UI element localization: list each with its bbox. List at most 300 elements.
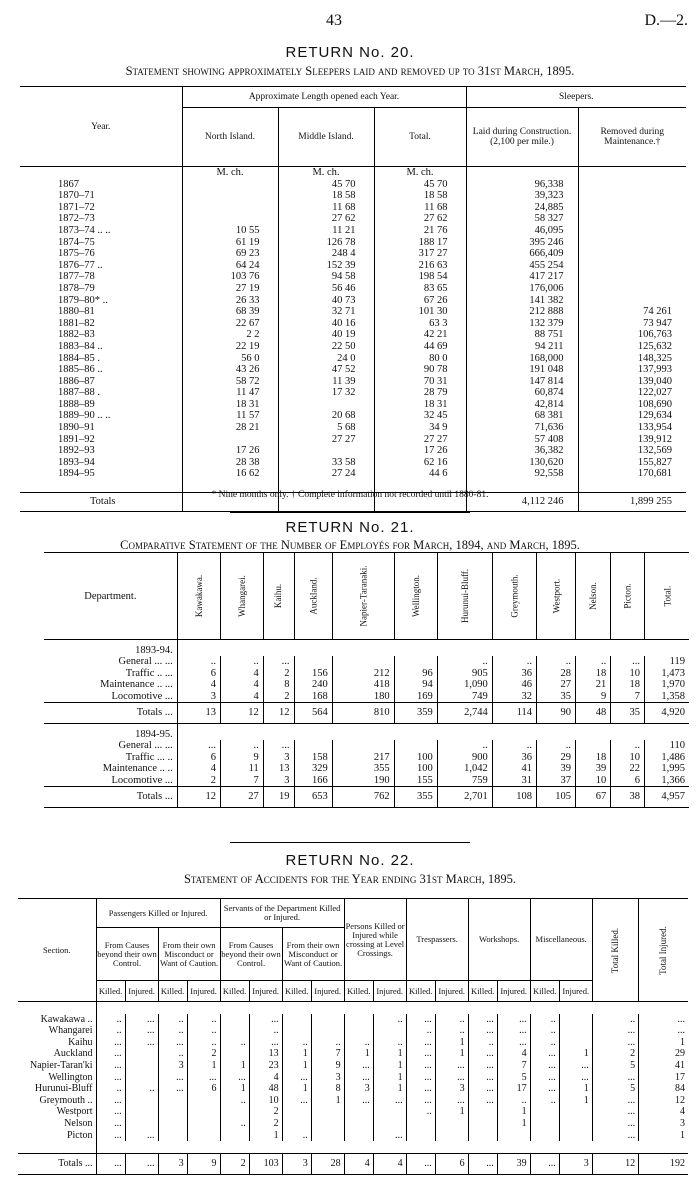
total-cell: 564 bbox=[294, 703, 332, 724]
cell: 2 bbox=[187, 1048, 220, 1060]
units-total: M. ch. bbox=[374, 167, 466, 179]
cell-north-island: 69 23 bbox=[182, 248, 278, 260]
cell-year: 1882–83 bbox=[58, 329, 95, 341]
cell-removed bbox=[578, 237, 686, 249]
cell: 3 bbox=[177, 691, 220, 703]
cell: 1 bbox=[344, 1048, 373, 1060]
cell: .. bbox=[435, 1025, 468, 1037]
cell: 27 bbox=[537, 679, 576, 691]
total-cell: 12 bbox=[220, 703, 263, 724]
cell-year: 1891–92 bbox=[58, 433, 95, 445]
cell-north-island bbox=[182, 190, 278, 202]
cell-laid: 57 408 bbox=[466, 434, 578, 446]
cell: 3 bbox=[263, 752, 294, 764]
cell: 36 bbox=[492, 752, 536, 764]
cell: ... bbox=[263, 740, 294, 752]
cell bbox=[559, 1014, 592, 1026]
cell: 2 bbox=[263, 668, 294, 680]
cell: 110 bbox=[644, 740, 689, 752]
cell: ... bbox=[497, 1025, 530, 1037]
cell: 6 bbox=[177, 752, 220, 764]
cell-laid: 130,620 bbox=[466, 457, 578, 469]
cell bbox=[187, 1118, 220, 1130]
cell: 10 bbox=[576, 775, 611, 787]
injured-col-header: Injured. bbox=[497, 981, 530, 1002]
cell bbox=[332, 740, 394, 752]
cell bbox=[311, 1118, 344, 1130]
cell bbox=[435, 1118, 468, 1130]
divider bbox=[230, 512, 470, 513]
cell: ... bbox=[468, 1025, 497, 1037]
cell: 900 bbox=[437, 752, 492, 764]
killed-col-header: Killed. bbox=[530, 981, 559, 1002]
cell: ... bbox=[125, 1037, 158, 1049]
cell-laid: 141 382 bbox=[466, 295, 578, 307]
table-row bbox=[20, 260, 686, 272]
total-cell: 359 bbox=[394, 703, 437, 724]
cell-north-island: 18 31 bbox=[182, 399, 278, 411]
cell: 240 bbox=[294, 679, 332, 691]
cell: ... bbox=[435, 1095, 468, 1107]
cell-middle-island: 18 58 bbox=[278, 190, 374, 202]
cell: 168 bbox=[294, 691, 332, 703]
cell: ... bbox=[282, 1072, 311, 1084]
total-killed-header: Total Killed. bbox=[609, 927, 620, 973]
cell-year: 1873–74 .. .. bbox=[58, 224, 111, 236]
year-1893-94: 1893-94. bbox=[135, 644, 173, 656]
cell-total: 32 45 bbox=[374, 410, 466, 422]
pass-misconduct-header: From their own Misconduct or Want of Caution. bbox=[158, 928, 220, 981]
return-20-footnote: * Nine months only. † Complete information not recorded until 1880-81. bbox=[211, 490, 489, 500]
cell bbox=[282, 1106, 311, 1118]
cell: ... bbox=[158, 1037, 187, 1049]
row-label: Hurunui-Bluff bbox=[34, 1083, 93, 1095]
laid-header: Laid during Construction. (2,100 per mile.) bbox=[466, 108, 578, 167]
cell: ... bbox=[639, 1014, 688, 1026]
cell bbox=[294, 740, 332, 752]
cell-removed: 106,763 bbox=[578, 329, 686, 341]
cell: 3 bbox=[158, 1060, 187, 1072]
cell-laid: 24,885 bbox=[466, 202, 578, 214]
return-20-table bbox=[20, 86, 686, 512]
table-row bbox=[20, 329, 686, 341]
total-cell: ... bbox=[406, 1153, 435, 1174]
servants-header: Servants of the Department Killed or Injured. bbox=[220, 899, 344, 928]
total-cell: 27 bbox=[220, 787, 263, 808]
cell-north-island: 61 19 bbox=[182, 237, 278, 249]
total-cell: 9 bbox=[187, 1153, 220, 1174]
cell: ... bbox=[249, 1037, 282, 1049]
cell: 1,090 bbox=[437, 679, 492, 691]
cell: .. bbox=[187, 1014, 220, 1026]
cell: .. bbox=[177, 656, 220, 668]
cell-middle-island: 11 21 bbox=[278, 225, 374, 237]
cell-laid: 666,409 bbox=[466, 248, 578, 260]
cell-laid: 71,636 bbox=[466, 422, 578, 434]
cell-north-island: 27 19 bbox=[182, 283, 278, 295]
cell-removed bbox=[578, 225, 686, 237]
cell: 158 bbox=[294, 752, 332, 764]
row-label: Maintenance .. .. bbox=[102, 763, 173, 774]
column-label: Total. bbox=[661, 585, 672, 606]
cell: ... bbox=[592, 1037, 638, 1049]
cell-year: 1879–80* .. bbox=[58, 294, 108, 306]
totals-label: Totals ... bbox=[44, 703, 177, 724]
cell: 36 bbox=[492, 668, 536, 680]
cell-middle-island: 20 68 bbox=[278, 410, 374, 422]
cell-removed bbox=[578, 202, 686, 214]
row-label: Traffic .. ... bbox=[125, 667, 173, 679]
dept-col-header bbox=[537, 553, 576, 640]
dept-col-header bbox=[332, 553, 394, 640]
cell bbox=[344, 1106, 373, 1118]
cell bbox=[576, 740, 611, 752]
row-label: General ... ... bbox=[118, 656, 173, 667]
killed-col-header: Killed. bbox=[282, 981, 311, 1002]
cell: 4 bbox=[220, 668, 263, 680]
cell: 41 bbox=[639, 1060, 688, 1072]
cell-laid: 96,338 bbox=[466, 179, 578, 191]
cell: 217 bbox=[332, 752, 394, 764]
cell bbox=[559, 1037, 592, 1049]
table-row bbox=[18, 1060, 688, 1072]
total-cell: 19 bbox=[263, 787, 294, 808]
cell: ... bbox=[497, 1014, 530, 1026]
cell bbox=[559, 1106, 592, 1118]
cell-year: 1883–84 .. bbox=[58, 340, 103, 352]
table-row bbox=[20, 445, 686, 457]
cell bbox=[311, 1106, 344, 1118]
cell: ... bbox=[344, 1072, 373, 1084]
total-cell: 2,744 bbox=[437, 703, 492, 724]
total-cell: 13 bbox=[177, 703, 220, 724]
cell: ... bbox=[96, 1072, 125, 1084]
cell-north-island: 16 62 bbox=[182, 468, 278, 480]
passengers-header: Passengers Killed or Injured. bbox=[96, 899, 220, 928]
cell: .. bbox=[611, 740, 645, 752]
cell: 355 bbox=[332, 763, 394, 775]
cell: .. bbox=[220, 1118, 249, 1130]
table-row bbox=[20, 283, 686, 295]
cell-middle-island: 126 78 bbox=[278, 237, 374, 249]
cell-total: 317 27 bbox=[374, 248, 466, 260]
column-label: Whangarei. bbox=[236, 574, 247, 617]
cell: 1,366 bbox=[644, 775, 689, 787]
cell-year: 1893–94 bbox=[58, 456, 95, 468]
injured-col-header: Injured. bbox=[311, 981, 344, 1002]
cell: 6 bbox=[177, 668, 220, 680]
serv-misconduct-header: From their own Misconduct or Want of Caution. bbox=[282, 928, 344, 981]
cell: .. bbox=[530, 1037, 559, 1049]
cell: 94 bbox=[394, 679, 437, 691]
cell: 1 bbox=[373, 1060, 406, 1072]
total-cell: ... bbox=[468, 1153, 497, 1174]
total-cell: 90 bbox=[537, 703, 576, 724]
department-header: Department. bbox=[44, 553, 177, 640]
cell: 2 bbox=[177, 775, 220, 787]
table-row bbox=[18, 1130, 688, 1142]
cell: 1,995 bbox=[644, 763, 689, 775]
cell: 18 bbox=[576, 752, 611, 764]
cell bbox=[497, 1130, 530, 1142]
injured-col-header: Injured. bbox=[249, 981, 282, 1002]
cell-year: 1878–79 bbox=[58, 282, 95, 294]
cell-year: 1876–77 .. bbox=[58, 259, 103, 271]
cell-year: 1890–91 bbox=[58, 422, 95, 434]
cell-laid: 39,323 bbox=[466, 190, 578, 202]
cell-year: 1874–75 bbox=[58, 236, 95, 248]
cell: ... bbox=[592, 1072, 638, 1084]
row-label: Greymouth .. bbox=[39, 1094, 93, 1106]
cell-laid: 88 751 bbox=[466, 329, 578, 341]
cell: 32 bbox=[492, 691, 536, 703]
cell: .. bbox=[437, 656, 492, 668]
cell: 1,486 bbox=[644, 752, 689, 764]
total-cell: 4,920 bbox=[644, 703, 689, 724]
cell bbox=[373, 1025, 406, 1037]
page-number: 43 bbox=[326, 12, 342, 29]
table-row bbox=[18, 1083, 688, 1095]
cell: ... bbox=[559, 1060, 592, 1072]
cell: 3 bbox=[435, 1083, 468, 1095]
total-cell: 12 bbox=[592, 1153, 638, 1174]
table-row bbox=[20, 295, 686, 307]
cell: 46 bbox=[492, 679, 536, 691]
cell: .. bbox=[158, 1025, 187, 1037]
cell: 23 bbox=[249, 1060, 282, 1072]
cell-north-island: 56 0 bbox=[182, 353, 278, 365]
column-label: Nelson. bbox=[588, 581, 599, 610]
cell-laid: 60,874 bbox=[466, 387, 578, 399]
total-cell: 2 bbox=[220, 1153, 249, 1174]
total-cell: 762 bbox=[332, 787, 394, 808]
year-header: Year. bbox=[20, 87, 182, 167]
cell bbox=[468, 1130, 497, 1142]
cell: 1 bbox=[249, 1130, 282, 1142]
cell-laid: 417 217 bbox=[466, 271, 578, 283]
cell: ... bbox=[406, 1072, 435, 1084]
cell-middle-island: 11 68 bbox=[278, 202, 374, 214]
total-cell: 4,957 bbox=[644, 787, 689, 808]
cell-total: 80 0 bbox=[374, 353, 466, 365]
cell bbox=[187, 1095, 220, 1107]
cell: 10 bbox=[611, 752, 645, 764]
cell: 4 bbox=[220, 679, 263, 691]
table-row bbox=[20, 179, 686, 191]
killed-col-header: Killed. bbox=[344, 981, 373, 1002]
table-row bbox=[20, 306, 686, 318]
cell: ... bbox=[220, 1072, 249, 1084]
cell-year: 1870–71 bbox=[58, 190, 95, 202]
cell-removed: 132,569 bbox=[578, 445, 686, 457]
cell: 4 bbox=[497, 1048, 530, 1060]
killed-col-header: Killed. bbox=[158, 981, 187, 1002]
cell bbox=[282, 1014, 311, 1026]
cell: 1 bbox=[497, 1118, 530, 1130]
cell-removed bbox=[578, 271, 686, 283]
table-row bbox=[20, 202, 686, 214]
cell: ... bbox=[530, 1072, 559, 1084]
cell bbox=[311, 1025, 344, 1037]
return-21-title: RETURN No. 21. bbox=[285, 519, 415, 536]
cell-north-island: 11 57 bbox=[182, 410, 278, 422]
totals-row bbox=[44, 787, 689, 808]
cell-year: 1894–95 bbox=[58, 468, 95, 480]
totals-label: Totals bbox=[20, 492, 182, 511]
cell-middle-island: 22 50 bbox=[278, 341, 374, 353]
cell: 169 bbox=[394, 691, 437, 703]
sleepers-header: Sleepers. bbox=[466, 87, 686, 108]
workshops-header: Workshops. bbox=[468, 899, 530, 981]
cell-middle-island: 40 19 bbox=[278, 329, 374, 341]
table-row bbox=[20, 271, 686, 283]
total-cell: 192 bbox=[639, 1153, 688, 1174]
north-island-header: North Island. bbox=[182, 108, 278, 167]
cell: 37 bbox=[537, 775, 576, 787]
middle-island-header: Middle Island. bbox=[278, 108, 374, 167]
cell: 3 bbox=[263, 775, 294, 787]
cell-year: 1880–81 bbox=[58, 306, 95, 318]
cell: .. bbox=[492, 656, 536, 668]
total-cell: 355 bbox=[394, 787, 437, 808]
totals-row bbox=[44, 703, 689, 724]
cell: 31 bbox=[492, 775, 536, 787]
totals-laid: 4,112 246 bbox=[466, 492, 578, 511]
cell: ... bbox=[435, 1072, 468, 1084]
cell: 84 bbox=[639, 1083, 688, 1095]
column-label: Picton. bbox=[622, 582, 633, 609]
cell: 418 bbox=[332, 679, 394, 691]
cell-total: 188 17 bbox=[374, 237, 466, 249]
totals-removed: 1,899 255 bbox=[578, 492, 686, 511]
cell: 1 bbox=[497, 1106, 530, 1118]
cell: 1,473 bbox=[644, 668, 689, 680]
cell-middle-island: 94 58 bbox=[278, 271, 374, 283]
cell: ... bbox=[158, 1072, 187, 1084]
cell-year: 1871–72 bbox=[58, 201, 95, 213]
cell-year: 1877–78 bbox=[58, 271, 95, 283]
cell: 17 bbox=[639, 1072, 688, 1084]
total-cell: 38 bbox=[611, 787, 645, 808]
cell-removed: 125,632 bbox=[578, 341, 686, 353]
cell: 180 bbox=[332, 691, 394, 703]
cell-middle-island: 40 73 bbox=[278, 295, 374, 307]
cell-removed bbox=[578, 213, 686, 225]
cell: 7 bbox=[497, 1060, 530, 1072]
cell-middle-island: 248 4 bbox=[278, 248, 374, 260]
cell: 29 bbox=[537, 752, 576, 764]
cell: ... bbox=[592, 1106, 638, 1118]
cell-removed: 129,634 bbox=[578, 410, 686, 422]
row-label: Westport bbox=[56, 1106, 93, 1118]
cell-removed: 73 947 bbox=[578, 318, 686, 330]
table-row bbox=[20, 190, 686, 202]
cell-middle-island bbox=[278, 399, 374, 411]
cell-laid: 212 888 bbox=[466, 306, 578, 318]
cell: 96 bbox=[394, 668, 437, 680]
trespassers-header: Trespassers. bbox=[406, 899, 468, 981]
cell-total: 83 65 bbox=[374, 283, 466, 295]
cell: .. bbox=[282, 1130, 311, 1142]
cell: 3 bbox=[639, 1118, 688, 1130]
cell-laid: 168,000 bbox=[466, 353, 578, 365]
cell: 41 bbox=[492, 763, 536, 775]
cell-middle-island: 27 62 bbox=[278, 213, 374, 225]
total-cell: ... bbox=[125, 1153, 158, 1174]
dept-col-header bbox=[220, 553, 263, 640]
cell: .. bbox=[282, 1037, 311, 1049]
pass-beyond-control-header: From Causes beyond their own Control. bbox=[96, 928, 158, 981]
total-cell: 4 bbox=[373, 1153, 406, 1174]
totals-label: Totals ... bbox=[44, 787, 177, 808]
cell-year: 1885–86 .. bbox=[58, 364, 103, 376]
cell: 1 bbox=[435, 1048, 468, 1060]
totals-label: Totals ... bbox=[18, 1153, 96, 1174]
cell-removed: 74 261 bbox=[578, 306, 686, 318]
table-row bbox=[18, 1037, 688, 1049]
cell bbox=[394, 656, 437, 668]
cell: .. bbox=[373, 1037, 406, 1049]
cell-year: 1892–93 bbox=[58, 445, 95, 457]
table-row bbox=[20, 318, 686, 330]
cell-year: 1888–89 bbox=[58, 398, 95, 410]
total-cell: 12 bbox=[177, 787, 220, 808]
cell: ... bbox=[96, 1095, 125, 1107]
cell bbox=[344, 1025, 373, 1037]
cell-middle-island: 152 39 bbox=[278, 260, 374, 272]
cell: .. bbox=[406, 1106, 435, 1118]
cell bbox=[559, 1118, 592, 1130]
cell: 1,970 bbox=[644, 679, 689, 691]
cell bbox=[332, 656, 394, 668]
cell-north-island: 68 39 bbox=[182, 306, 278, 318]
cell: 28 bbox=[537, 668, 576, 680]
cell-middle-island: 27 27 bbox=[278, 434, 374, 446]
column-label: Napier-Taranaki. bbox=[358, 565, 369, 626]
cell: ... bbox=[468, 1014, 497, 1026]
cell: 4 bbox=[639, 1106, 688, 1118]
cell: 9 bbox=[311, 1060, 344, 1072]
cell: 9 bbox=[576, 691, 611, 703]
cell-laid: 94 211 bbox=[466, 341, 578, 353]
cell: ... bbox=[406, 1095, 435, 1107]
units-middle: M. ch. bbox=[278, 167, 374, 179]
dept-col-header bbox=[611, 553, 645, 640]
column-label: Auckland. bbox=[308, 576, 319, 615]
cell-middle-island: 24 0 bbox=[278, 353, 374, 365]
row-label: General ... ... bbox=[118, 740, 173, 751]
cell: 1 bbox=[187, 1060, 220, 1072]
cell bbox=[125, 1072, 158, 1084]
cell: .. bbox=[220, 1095, 249, 1107]
cell: .. bbox=[220, 740, 263, 752]
cell: 1 bbox=[639, 1037, 688, 1049]
cell: .. bbox=[530, 1095, 559, 1107]
table-row bbox=[18, 1072, 688, 1084]
row-label: Traffic ... .. bbox=[125, 751, 173, 763]
cell: ... bbox=[592, 1130, 638, 1142]
cell: ... bbox=[468, 1095, 497, 1107]
cell-removed: 155,827 bbox=[578, 457, 686, 469]
cell: ... bbox=[96, 1130, 125, 1142]
cell: ... bbox=[530, 1060, 559, 1072]
cell: ... bbox=[96, 1106, 125, 1118]
cell: .. bbox=[158, 1048, 187, 1060]
total-cell: 39 bbox=[497, 1153, 530, 1174]
cell: ... bbox=[125, 1025, 158, 1037]
cell-laid: 46,095 bbox=[466, 225, 578, 237]
injured-col-header: Injured. bbox=[125, 981, 158, 1002]
